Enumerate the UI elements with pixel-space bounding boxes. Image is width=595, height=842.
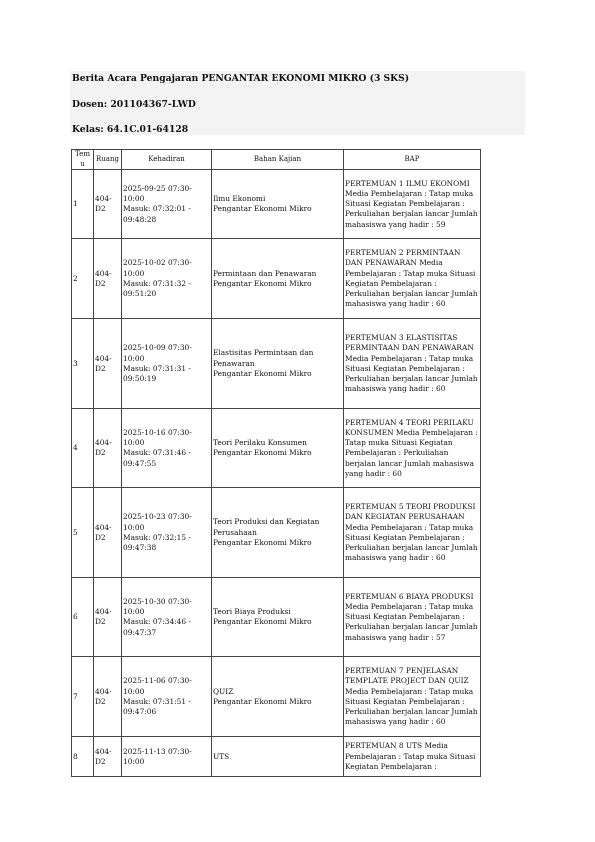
lecturer-line: Dosen: 201104367-LWD — [72, 99, 196, 110]
check-in-time: Masuk: 07:34:46 - 09:47:37 — [123, 617, 191, 637]
topic-cell — [212, 578, 344, 657]
bap-cell: PERTEMUAN 1 ILMU EKONOMI Media Pembelajaran : Tatap muka Situasi Kegiatan Pembelajaran : Perkuliahan berjalan lancar Jumlah mahasiswa yang hadir : 59 — [344, 170, 481, 239]
table-row — [72, 488, 481, 578]
attendance-cell — [122, 170, 212, 239]
course-name: Pengantar Ekonomi Mikro — [213, 448, 312, 458]
topic-title: Ilmu Ekonomi — [213, 194, 266, 204]
table-header-row — [72, 150, 481, 170]
topic-cell — [212, 409, 344, 488]
table-row — [72, 737, 481, 777]
course-name: Pengantar Ekonomi Mikro — [213, 537, 312, 547]
attendance-table — [71, 149, 481, 777]
table-row — [72, 657, 481, 737]
course-name: Pengantar Ekonomi Mikro — [213, 368, 312, 378]
check-in-time: Masuk: 07:31:32 - 09:51:20 — [123, 278, 191, 299]
topic-title: QUIZ — [213, 686, 234, 696]
attendance-cell — [122, 409, 212, 488]
meeting-number: 7 — [72, 657, 94, 737]
room-cell: 404-D2 — [94, 737, 122, 777]
bap-cell: PERTEMUAN 5 TEORI PRODUKSI DAN KEGIATAN PERUSAHAAN Media Pembelajaran : Tatap muka Situasi Kegiatan Pembelajaran : Perkuliahan berjalan lancar Jumlah mahasiswa yang hadir : 60 — [344, 488, 481, 578]
topic-cell — [212, 319, 344, 409]
topic-cell — [212, 170, 344, 239]
room-cell: 404-D2 — [94, 409, 122, 488]
topic-cell — [212, 737, 344, 777]
schedule-time: 2025-11-06 07:30-10:00 — [123, 676, 192, 696]
schedule-time: 2025-10-09 07:30-10:00 — [123, 343, 192, 363]
room-cell: 404-D2 — [94, 657, 122, 737]
meeting-number: 2 — [72, 239, 94, 319]
topic-cell — [212, 488, 344, 578]
topic-title: Elastisitas Permintaan dan Penawaran — [213, 348, 314, 368]
column-header: BAP — [344, 150, 481, 170]
column-header: Temu — [72, 150, 94, 170]
bap-cell: PERTEMUAN 3 ELASTISITAS PERMINTAAN DAN PENAWARAN Media Pembelajaran : Tatap muka Situasi Kegiatan Pembelajaran : Perkuliahan berjalan lancar Jumlah mahasiswa yang hadir : 60 — [344, 319, 481, 409]
topic-cell — [212, 239, 344, 319]
room-cell: 404-D2 — [94, 170, 122, 239]
meeting-number: 1 — [72, 170, 94, 239]
class-line: Kelas: 64.1C.01-64128 — [72, 124, 189, 135]
topic-title: Teori Biaya Produksi — [213, 607, 291, 617]
bap-cell: PERTEMUAN 4 TEORI PERILAKU KONSUMEN Media Pembelajaran : Tatap muka Situasi Kegiatan Pembelajaran : Perkuliahan berjalan lancar Jumlah mahasiswa yang hadir : 60 — [344, 409, 481, 488]
table-row — [72, 319, 481, 409]
column-header: Kehadiran — [122, 150, 212, 170]
report-title: Berita Acara Pengajaran PENGANTAR EKONOMI MIKRO (3 SKS) — [72, 73, 410, 84]
schedule-time: 2025-10-02 07:30-10:00 — [123, 258, 192, 278]
column-header: Ruang — [94, 150, 122, 170]
room-cell: 404-D2 — [94, 578, 122, 657]
column-header: Bahan Kajian — [212, 150, 344, 170]
attendance-cell — [122, 319, 212, 409]
topic-title: Teori Produksi dan Kegiatan Perusahaan — [213, 517, 320, 537]
check-in-time: Masuk: 07:31:46 - 09:47:55 — [123, 448, 191, 468]
topic-cell — [212, 657, 344, 737]
check-in-time: Masuk: 07:32:01 - 09:48:28 — [123, 204, 191, 224]
meeting-number: 4 — [72, 409, 94, 488]
meeting-number: 3 — [72, 319, 94, 409]
schedule-time: 2025-10-30 07:30-10:00 — [123, 596, 192, 617]
table-row — [72, 239, 481, 319]
meeting-number: 8 — [72, 737, 94, 777]
bap-cell: PERTEMUAN 8 UTS Media Pembelajaran : Tatap muka Situasi Kegiatan Pembelajaran : — [344, 737, 481, 777]
table-row — [72, 409, 481, 488]
check-in-time: Masuk: 07:31:31 - 09:50:19 — [123, 363, 191, 384]
attendance-cell — [122, 657, 212, 737]
attendance-cell — [122, 578, 212, 657]
course-name: Pengantar Ekonomi Mikro — [213, 278, 312, 288]
schedule-time: 2025-10-23 07:30-10:00 — [123, 512, 192, 532]
room-cell: 404-D2 — [94, 488, 122, 578]
check-in-time: Masuk: 07:31:51 - 09:47:06 — [123, 696, 191, 717]
meeting-number: 6 — [72, 578, 94, 657]
room-cell: 404-D2 — [94, 239, 122, 319]
table-row — [72, 578, 481, 657]
check-in-time: Masuk: 07:32:15 - 09:47:38 — [123, 532, 191, 553]
schedule-time: 2025-11-13 07:30-10:00 — [123, 746, 192, 766]
table-row — [72, 170, 481, 239]
meeting-number: 5 — [72, 488, 94, 578]
bap-cell: PERTEMUAN 7 PENJELASAN TEMPLATE PROJECT DAN QUIZ Media Pembelajaran : Tatap muka Situasi Kegiatan Pembelajaran : Perkuliahan berjalan lancar Jumlah mahasiswa yang hadir : 60 — [344, 657, 481, 737]
attendance-cell — [122, 239, 212, 319]
room-cell: 404-D2 — [94, 319, 122, 409]
course-name: Pengantar Ekonomi Mikro — [213, 696, 312, 706]
schedule-time: 2025-09-25 07:30-10:00 — [123, 183, 192, 204]
course-name: Pengantar Ekonomi Mikro — [213, 617, 312, 627]
topic-title: Teori Perilaku Konsumen — [213, 438, 307, 448]
bap-cell: PERTEMUAN 6 BIAYA PRODUKSI Media Pembelajaran : Tatap muka Situasi Kegiatan Pembelajaran : Perkuliahan berjalan lancar Jumlah mahasiswa yang hadir : 57 — [344, 578, 481, 657]
course-name: Pengantar Ekonomi Mikro — [213, 204, 312, 214]
schedule-time: 2025-10-16 07:30-10:00 — [123, 427, 192, 448]
bap-cell: PERTEMUAN 2 PERMINTAAN DAN PENAWARAN Media Pembelajaran : Tatap muka Situasi Kegiatan Pembelajaran : Perkuliahan berjalan lancar Jumlah mahasiswa yang hadir : 60 — [344, 239, 481, 319]
topic-title: UTS — [213, 751, 230, 761]
topic-title: Permintaan dan Penawaran — [213, 268, 317, 278]
attendance-cell — [122, 488, 212, 578]
attendance-cell — [122, 737, 212, 777]
